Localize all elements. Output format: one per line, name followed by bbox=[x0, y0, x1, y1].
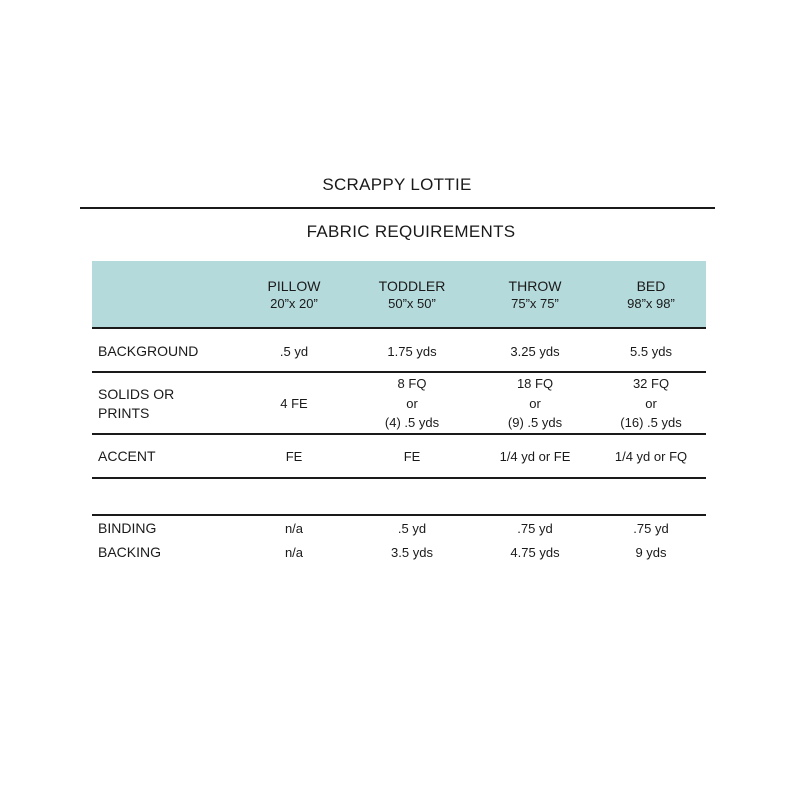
cell-line: or bbox=[645, 395, 657, 411]
table-row-solids-or-prints bbox=[92, 373, 706, 435]
table-cell: .75 yd bbox=[633, 521, 669, 536]
table-cell bbox=[357, 374, 467, 433]
table-row-spacer bbox=[92, 479, 706, 516]
row-label: BINDING bbox=[98, 520, 157, 536]
row-label-line: SOLIDS OR bbox=[98, 386, 175, 402]
table-cell: 4 FE bbox=[280, 396, 308, 411]
row-label: BACKING bbox=[98, 544, 162, 560]
table-cell: 1/4 yd or FE bbox=[499, 449, 571, 464]
column-header-bed bbox=[596, 277, 706, 313]
cell-line: (9) .5 yds bbox=[507, 415, 563, 430]
column-header-toddler bbox=[357, 277, 467, 313]
cell-line: (16) .5 yds bbox=[620, 415, 682, 430]
cell-line: or bbox=[529, 395, 541, 411]
column-name: TODDLER bbox=[378, 278, 446, 294]
column-header-pillow bbox=[239, 277, 349, 313]
table-row-background bbox=[92, 329, 706, 373]
table-cell: .75 yd bbox=[517, 521, 553, 536]
table-cell: 4.75 yds bbox=[510, 545, 560, 560]
table-cell bbox=[480, 374, 590, 433]
table-cell: .5 yd bbox=[397, 521, 427, 536]
row-label: BACKGROUND bbox=[98, 343, 199, 359]
table-cell: 1/4 yd or FQ bbox=[614, 449, 688, 464]
column-name: PILLOW bbox=[267, 278, 321, 294]
table-cell: 3.25 yds bbox=[510, 344, 560, 359]
row-label-line: PRINTS bbox=[98, 405, 150, 421]
table-cell: .5 yd bbox=[279, 344, 309, 359]
table-row-backing bbox=[92, 541, 706, 565]
cell-line: or bbox=[406, 395, 418, 411]
column-size: 75”x 75” bbox=[511, 296, 559, 311]
column-name: THROW bbox=[508, 278, 562, 294]
table-row-binding bbox=[92, 516, 706, 541]
table-cell: FE bbox=[285, 449, 303, 464]
column-header-throw bbox=[480, 277, 590, 313]
cell-line: 32 FQ bbox=[632, 376, 670, 391]
table-header bbox=[92, 261, 706, 329]
row-label: ACCENT bbox=[98, 448, 156, 464]
title-divider bbox=[80, 207, 715, 209]
table-cell bbox=[596, 374, 706, 433]
row-label bbox=[98, 385, 174, 423]
table-cell: 9 yds bbox=[635, 545, 667, 560]
fabric-requirements-table bbox=[92, 261, 706, 565]
cell-line: 18 FQ bbox=[516, 376, 554, 391]
cell-line: 8 FQ bbox=[397, 376, 427, 391]
table-cell: 1.75 yds bbox=[387, 344, 437, 359]
page-title: SCRAPPY LOTTIE bbox=[322, 175, 472, 194]
table-cell: FE bbox=[403, 449, 421, 464]
column-size: 98”x 98” bbox=[627, 296, 675, 311]
table-cell: 3.5 yds bbox=[391, 545, 433, 560]
table-cell: n/a bbox=[284, 521, 304, 536]
column-size: 20”x 20” bbox=[270, 296, 318, 311]
section-title: FABRIC REQUIREMENTS bbox=[306, 222, 516, 241]
table-cell: 5.5 yds bbox=[630, 344, 672, 359]
cell-line: (4) .5 yds bbox=[384, 415, 440, 430]
table-row-accent bbox=[92, 435, 706, 479]
table-cell: n/a bbox=[284, 545, 304, 560]
column-size: 50”x 50” bbox=[388, 296, 436, 311]
column-name: BED bbox=[636, 278, 666, 294]
